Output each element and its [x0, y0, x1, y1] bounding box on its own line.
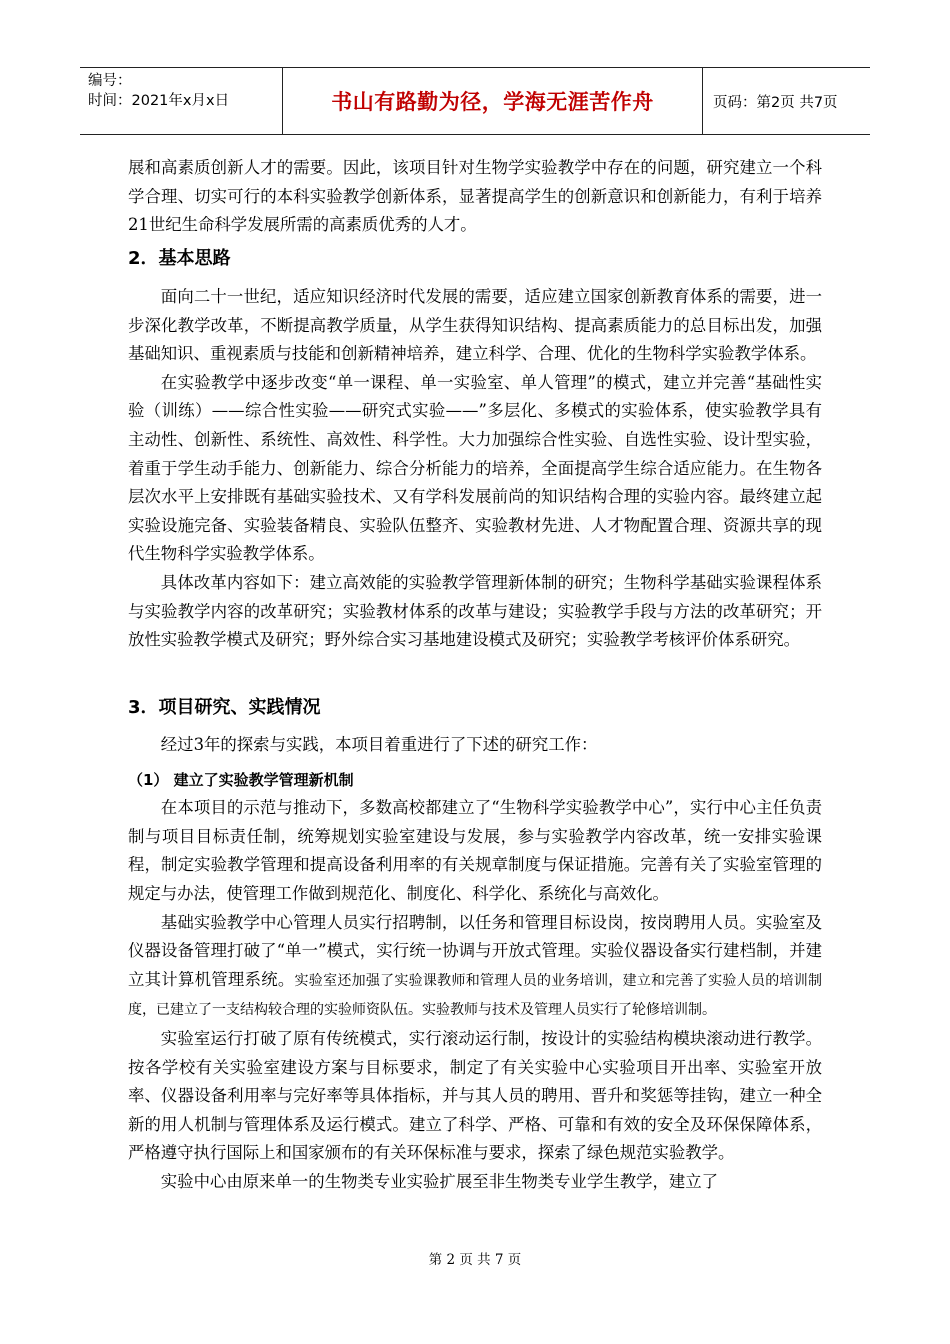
- doc-date: 时间：2021年x月x日: [88, 93, 230, 109]
- paragraph: 实验室运行打破了原有传统模式，实行滚动运行制，按设计的实验结构模块滚动进行教学。按各学校有关实验室建设方案与目标要求，制定了有关实验中心实验项目开出率、实验室开放率、仪器设备利用率与完好率等具体指标，并与其人员的聘用、晋升和奖惩等挂钩，建立一种全新的用人机制与管理体系及运行模式。建立了科学、严格、可靠和有效的安全及环保保障体系，严格遵守执行国际上和国家颁布的有关环保标准与要求，探索了绿色规范实验教学。: [128, 1028, 822, 1163]
- header-motto: 书山有路勤为径，学海无涯苦作舟: [283, 68, 703, 134]
- paragraph: 具体改革内容如下：建立高效能的实验教学管理新体制的研究；生物科学基础实验课程体系与实验教学内容的改革研究；实验教材体系的改革与建设；实验教学手段与方法的改革研究；开放性实验教学模式及研究；野外综合实习基地建设模式及研究；实验教学考核评价体系研究。: [128, 572, 822, 650]
- paragraph-part: 基础实验教学中心管理人员实行招聘制，以任务和管理目标设岗，按岗聘用人员。实验室及仪器设备管理打破了“单一”模式，实行统一协调与开放式管理。实验仪器设备实行建档制，并建立其计算机管理系统。: [128, 912, 822, 989]
- subsection-heading: （1） 建立了实验教学管理新机制: [128, 770, 354, 789]
- paragraph-part-small: 实验室还加强了实验课教师和管理人员的业务培训，建立和完善了实验人员的培训制度，已建立了一支结构较合理的实验师资队伍。实验教师与技术及管理人员实行了轮修培训制。: [128, 972, 823, 1019]
- paragraph: [128, 909, 822, 1025]
- paragraph: 面向二十一世纪，适应知识经济时代发展的需要，适应建立国家创新教育体系的需要，进一步深化教学改革，不断提高教学质量，从学生获得知识结构、提高素质能力的总目标出发，加强基础知识、重视素质与技能和创新精神培养，建立科学、合理、优化的生物科学实验教学体系。: [128, 287, 822, 364]
- paragraph: 实验中心由原来单一的生物类专业实验扩展至非生物类专业学生教学，建立了: [160, 1171, 719, 1191]
- page-footer: 第 2 页 共 7 页: [428, 1252, 522, 1268]
- header-meta: [80, 68, 283, 134]
- document-body: [128, 283, 822, 655]
- document-body: [128, 154, 822, 240]
- page-header: [80, 67, 870, 135]
- paragraph: 展和高素质创新人才的需要。因此，该项目针对生物学实验教学中存在的问题，研究建立一个科学合理、切实可行的本科实验教学创新体系，显著提高学生的创新意识和创新能力，有利于培养21世纪生命科学发展所需的高素质优秀的人才。: [128, 158, 822, 235]
- header-page-info: 页码：第2页 共7页: [713, 94, 838, 111]
- paragraph: 在本项目的示范与推动下，多数高校都建立了“生物科学实验教学中心”，实行中心主任负责制与项目目标责任制，统筹规划实验室建设与发展，参与实验教学内容改革，统一安排实验课程，制定实验教学管理和提高设备利用率的有关规章制度与保证措施。完善有关了实验室管理的规定与办法，使管理工作做到规范化、制度化、科学化、系统化与高效化。: [128, 798, 822, 903]
- document-body: [128, 731, 822, 1197]
- paragraph: 经过3年的探索与实践，本项目着重进行了下述的研究工作：: [160, 735, 598, 754]
- section-heading: 3．项目研究、实践情况: [128, 697, 321, 718]
- doc-number: 编号：: [88, 73, 132, 89]
- section-heading: 2．基本思路: [128, 248, 231, 269]
- paragraph: 在实验教学中逐步改变“单一课程、单一实验室、单人管理”的模式，建立并完善“基础性实验（训练）——综合性实验——研究式实验——”多层化、多模式的实验体系，使实验教学具有主动性、创新性、系统性、高效性、科学性。大力加强综合性实验、自选性实验、设计型实验，着重于学生动手能力、创新能力、综合分析能力的培养，全面提高学生综合适应能力。在生物各层次水平上安排既有基础实验技术、又有学科发展前尚的知识结构合理的实验内容。最终建立起实验设施完备、实验装备精良、实验队伍整齐、实验教材先进、人才物配置合理、资源共享的现代生物科学实验教学体系。: [128, 372, 822, 564]
